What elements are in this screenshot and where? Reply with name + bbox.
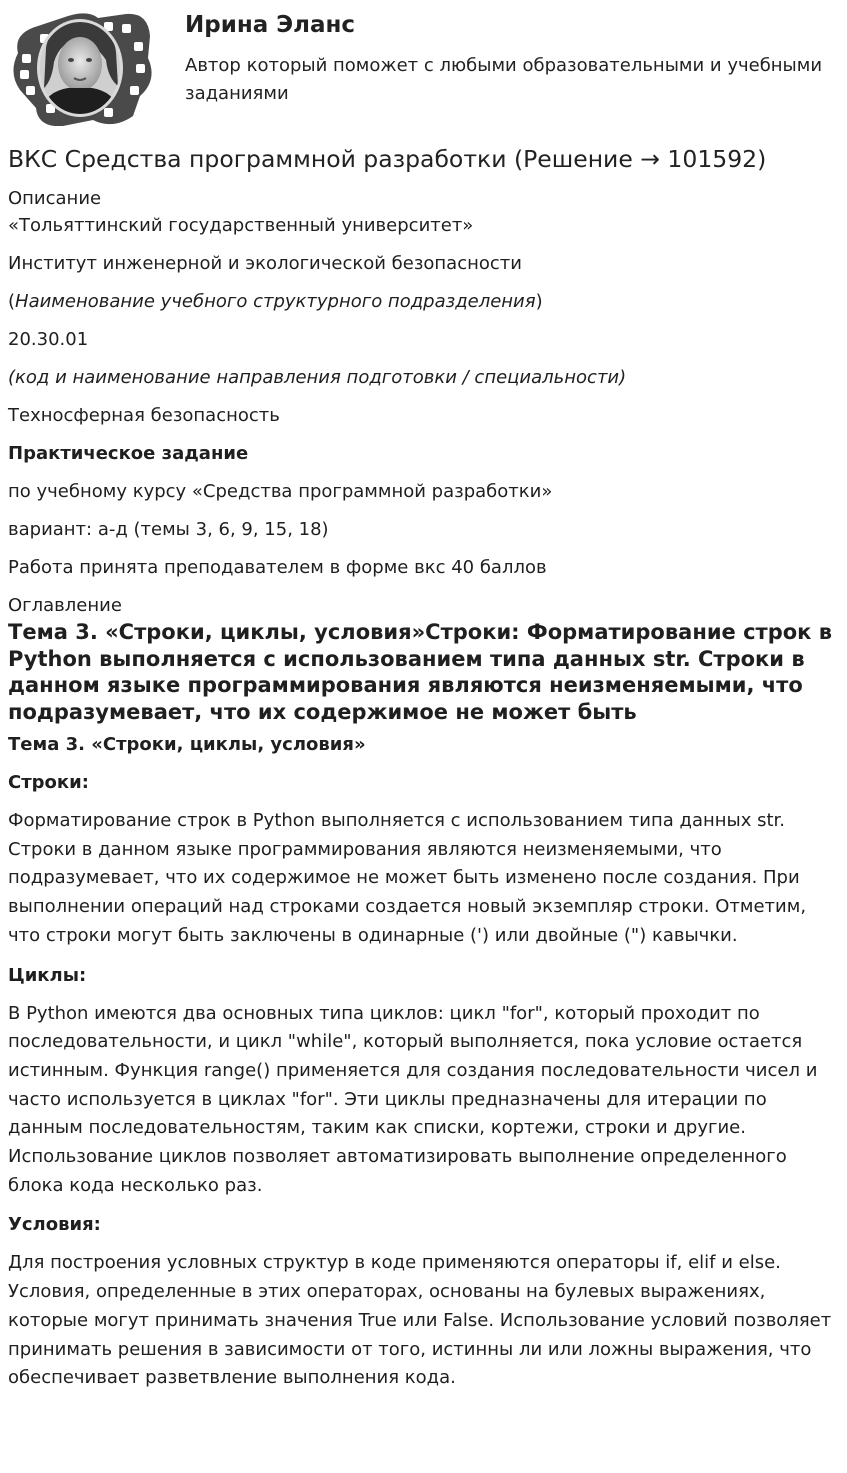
description-label: Описание [8,188,102,209]
author-card [8,8,838,128]
topic-heading: Тема 3. «Строки, циклы, условия» [8,734,366,755]
institute-name: Институт инженерной и экологической безопасности [8,253,522,274]
section-heading-conditions: Условия: [8,1214,101,1236]
accepted-note: Работа принята преподавателем в форме вкс 40 баллов [8,557,547,578]
program-code-note: (код и наименование направления подготовки / специальности) [8,367,627,388]
program-code: 20.30.01 [8,329,89,350]
section-text-conditions: Для построения условных структур в коде применяются операторы if, elif и else. Условия, определенные в этих операторах, основаны на булевых выражениях, которые могут принимать значения True или False. Использование условий позволяет принимать решения в зависимости от того, истинны ли или ложны выражения, что обеспечивает разветвление выполнения кода. [8,1252,832,1389]
author-name[interactable]: Ирина Эланс [185,12,356,38]
page-title: ВКС Средства программной разработки (Решение → 101592) [8,145,767,173]
university-name: «Тольяттинский государственный университет» [8,215,474,236]
section-text-loops: В Python имеются два основных типа циклов: цикл "for", который проходит по последовательности, и цикл "while", который выполняется, пока условие остается истинным. Функция range() применяется для создания последовательности чисел и часто используется в циклах "for". Эти циклы предназначены для итерации по данным последовательностям, таким как списки, кортежи, строки и другие. Использование циклов позволяет автоматизировать выполнение определенного блока кода несколько раз. [8,1002,818,1196]
document-content [8,144,838,1393]
specialty-name: Техносферная безопасность [8,405,280,426]
toc-label: Оглавление [8,595,122,616]
author-description: Автор который поможет с любыми образовательными и учебными заданиями [185,55,823,104]
toc-title: Тема 3. «Строки, циклы, условия»Строки: Форматирование строк в Python выполняется с использованием типа данных str. Строки в данном языке программирования являются неизменяемыми, что подразумевает, что их содержимое не может быть [8,620,833,724]
author-avatar[interactable] [8,8,153,126]
section-text-strings: Форматирование строк в Python выполняется с использованием типа данных str. Строки в данном языке программирования являются неизменяемыми, что подразумевает, что их содержимое не может быть изменено после создания. При выполнении операций над строками создается новый экземпляр строки. Отметим, что строки могут быть заключены в одинарные (') или двойные (") кавычки. [8,810,807,946]
section-heading-strings: Строки: [8,772,89,793]
section-heading-loops: Циклы: [8,964,87,986]
author-photo-icon [8,8,153,126]
unit-name: (Наименование учебного структурного подразделения) [8,291,543,312]
course-name: по учебному курсу «Средства программной разработки» [8,481,553,502]
variant-info: вариант: а-д (темы 3, 6, 9, 15, 18) [8,519,329,540]
task-heading: Практическое задание [8,443,249,464]
